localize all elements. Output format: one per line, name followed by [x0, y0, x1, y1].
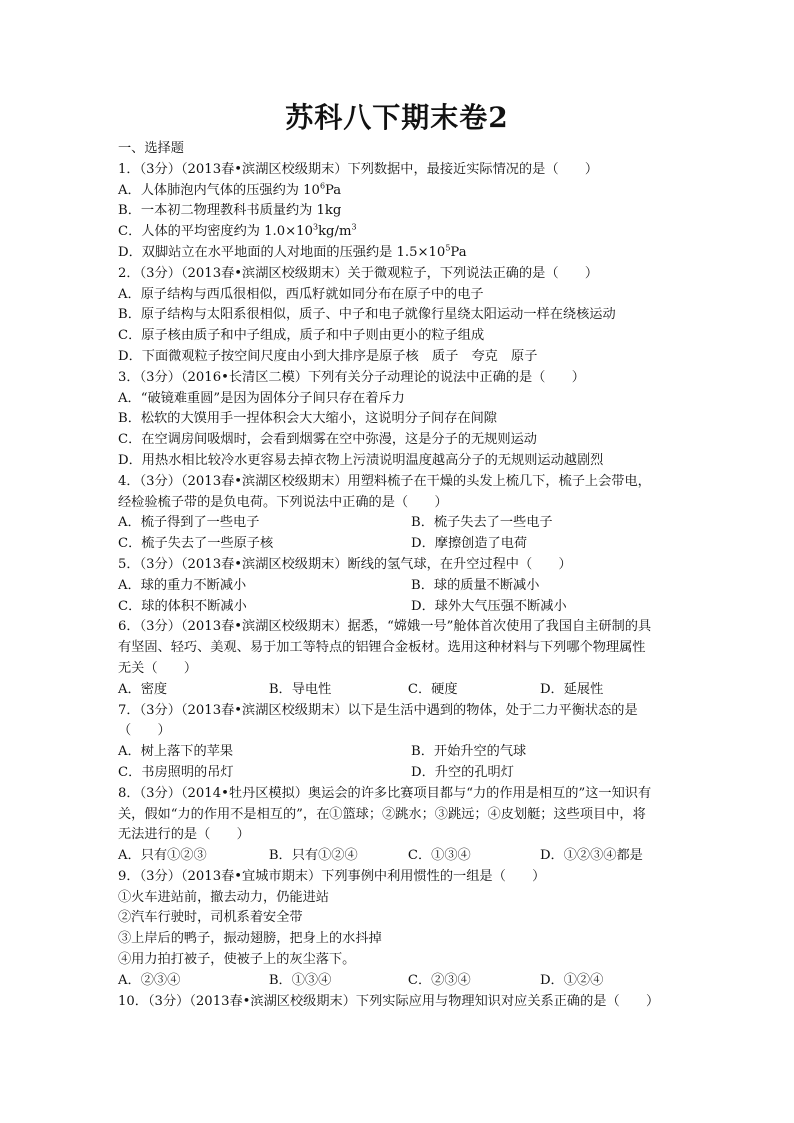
question-8-option-a: A．只有①②③: [118, 848, 207, 864]
question-4-options-row-2: [118, 534, 678, 555]
question-5-option-b: B．球的质量不断减小: [411, 577, 540, 593]
question-4-options-row-1: [118, 513, 678, 534]
question-7-stem-line-2: （ ）: [118, 723, 171, 739]
question-1-option-b: B．一本初二物理教科书质量约为 1kg: [118, 203, 342, 219]
question-3-option-c: C．在空调房间吸烟时，会看到烟雾在空中弥漫，这是分子的无规则运动: [118, 432, 537, 448]
question-8-stem-line-3: 无法进行的是（ ）: [118, 827, 250, 843]
question-8-stem-line-1: 8．（3分）（2014•牡丹区模拟）奥运会的许多比赛项目都与“力的作用是相互的”这一知识有: [118, 785, 652, 801]
question-7-options-row-1: [118, 742, 678, 763]
question-7-option-b: B．开始升空的气球: [411, 744, 527, 760]
question-4-option-d: D．摩擦创造了电荷: [411, 536, 528, 552]
question-6-stem-line-3: 无关（ ）: [118, 660, 198, 676]
question-8-options: [118, 846, 678, 867]
question-list: [118, 139, 678, 1012]
question-7-stem-line-1: 7．（3分）（2013春•滨湖区校级期末）以下是生活中遇到的物体，处于二力平衡状态的是: [118, 702, 638, 718]
question-2-option-d: D．下面微观粒子按空间尺度由小到大排序是原子核 质子 夸克 原子: [118, 348, 538, 364]
question-4-stem-line-1: 4．（3分）（2013春•滨湖区校级期末）用塑料梳子在干燥的头发上梳几下，梳子上会带电，: [118, 473, 651, 489]
question-5-options-row-1: [118, 576, 678, 597]
question-9-stem: 9．（3分）（2013春•宜城市期末）下列事例中利用惯性的一组是（ ）: [118, 868, 546, 884]
question-1-option-a: A．人体肺泡内气体的压强约为 $10^6Pa$: [118, 181, 342, 198]
question-9-statement-3: ③上岸后的鸭子，振动翅膀，把身上的水抖掉: [118, 931, 382, 947]
question-6-stem-line-2: 有坚固、轻巧、美观、易于加工等特点的铝锂合金板材。选用这种材料与下列哪个物理属性: [118, 640, 646, 656]
question-2-option-c: C．原子核由质子和中子组成，质子和中子则由更小的粒子组成: [118, 328, 485, 344]
question-1-option-c: C．人体的平均密度约为 $1.0\times 10^3kg/m^3$: [118, 222, 357, 240]
question-5-options-row-2: [118, 597, 678, 618]
question-1-stem: 1．（3分）（2013春•滨湖区校级期末）下列数据中，最接近实际情况的是（ ）: [118, 161, 599, 177]
question-9-statement-4: ④用力拍打被子，使被子上的灰尘落下。: [118, 952, 356, 968]
question-2-stem: 2．（3分）（2013春•滨湖区校级期末）关于微观粒子，下列说法正确的是（ ）: [118, 265, 599, 281]
question-8-option-c: C．①③④: [407, 848, 471, 864]
question-2-option-a: A．原子结构与西瓜很相似，西瓜籽就如同分布在原子中的电子: [118, 286, 484, 302]
question-9-option-b: B．①③④: [268, 972, 332, 988]
question-6-option-b: B．导电性: [268, 681, 332, 697]
question-4-option-a: A．梳子得到了一些电子: [118, 515, 260, 531]
question-7-options-row-2: [118, 763, 678, 784]
question-6-options: [118, 680, 678, 701]
question-8-option-d: D．①②③④都是: [539, 848, 643, 864]
question-6-stem-line-1: 6．（3分）（2013春•滨湖区校级期末）据悉，“嫦娥一号”舱体首次使用了我国自主研制的具: [118, 619, 652, 635]
question-5-stem: 5．（3分）（2013春•滨湖区校级期末）断线的氢气球，在升空过程中（ ）: [118, 556, 572, 572]
question-9-option-c: C．②③④: [407, 972, 471, 988]
question-4-stem-line-2: 经检验梳子带的是负电荷。下列说法中正确的是（ ）: [118, 494, 448, 510]
question-8-option-b: B．只有①②④: [268, 848, 358, 864]
question-9-option-a: A．②③④: [118, 972, 181, 988]
question-2-option-b: B．原子结构与太阳系很相似，质子、中子和电子就像行星绕太阳运动一样在绕核运动: [118, 307, 616, 323]
page-title: 苏科八下期末卷2: [285, 101, 509, 134]
question-5-option-a: A．球的重力不断减小: [118, 577, 247, 593]
question-9-options: [118, 971, 678, 992]
question-6-option-c: C．硬度: [407, 681, 458, 697]
question-4-option-c: C．梳子失去了一些原子核: [118, 536, 274, 552]
question-4-option-b: B．梳子失去了一些电子: [411, 515, 553, 531]
question-3-stem: 3．（3分）（2016•长清区二模）下列有关分子动理论的说法中正确的是（ ）: [118, 369, 585, 385]
question-6-option-a: A．密度: [118, 681, 168, 697]
question-9-statement-1: ①火车进站前，撤去动力，仍能进站: [118, 889, 329, 905]
question-3-option-d: D．用热水相比较冷水更容易去掉衣物上污渍说明温度越高分子的无规则运动越剧烈: [118, 452, 604, 468]
question-9-statement-2: ②汽车行驶时，司机系着安全带: [118, 910, 303, 926]
question-7-option-c: C．书房照明的吊灯: [118, 764, 234, 780]
question-10-stem: 10．（3分）（2013春•滨湖区校级期末）下列实际应用与物理知识对应关系正确的是（ ）: [118, 993, 660, 1009]
question-8-stem-line-2: 关，假如“力的作用不是相互的”，在①篮球；②跳水；③跳远；④皮划艇；这些项目中，将: [118, 806, 646, 822]
question-9-option-d: D．①②④: [539, 972, 604, 988]
question-7-option-d: D．升空的孔明灯: [411, 764, 514, 780]
question-3-option-b: B．松软的大馍用手一捏体积会大大缩小，这说明分子间存在间隙: [118, 411, 497, 427]
question-5-option-d: D．球外大气压强不断减小: [411, 598, 567, 614]
question-5-option-c: C．球的体积不断减小: [118, 598, 247, 614]
question-7-option-a: A．树上落下的苹果: [118, 744, 234, 760]
question-1-option-d: D．双脚站立在水平地面的人对地面的压强约是 $1.5\times 10^5Pa$: [118, 243, 467, 260]
question-3-option-a: A．“破镜难重圆”是因为固体分子间只存在着斥力: [118, 390, 405, 406]
section-heading: 一、选择题: [118, 141, 184, 156]
question-6-option-d: D．延展性: [539, 681, 604, 697]
